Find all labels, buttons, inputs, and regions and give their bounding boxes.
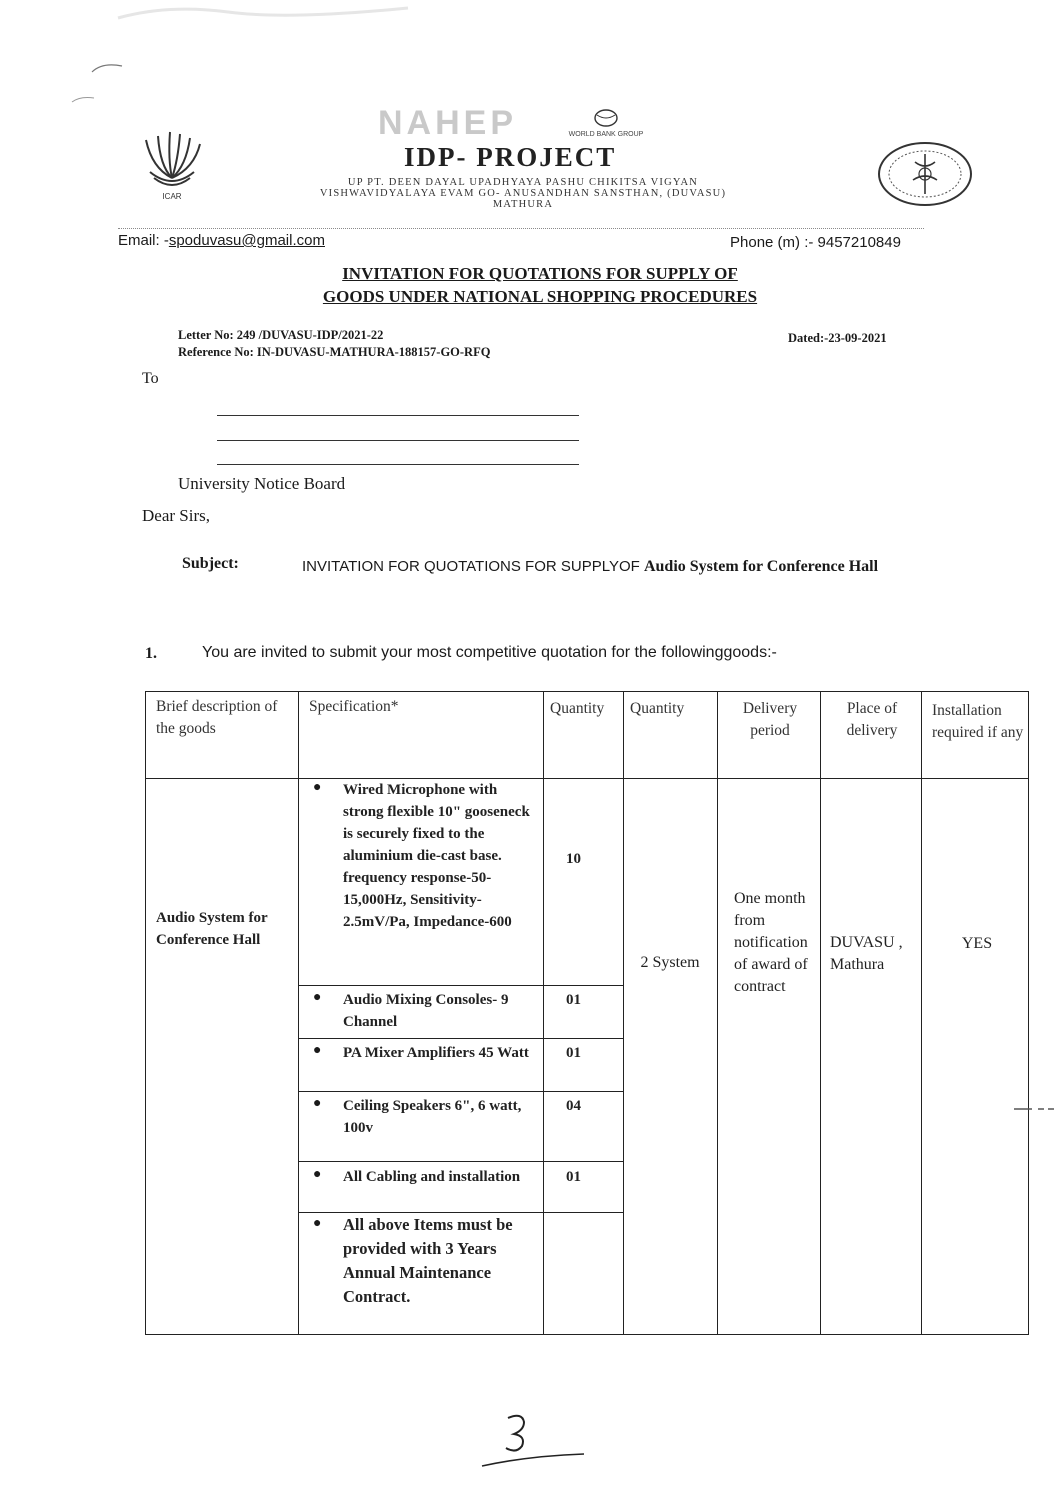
- item-qty: 01: [566, 1169, 581, 1185]
- column-divider: [820, 692, 821, 1334]
- title-line: INVITATION FOR QUOTATIONS FOR SUPPLY OF: [342, 264, 738, 283]
- bullet-icon: ●: [313, 1043, 322, 1058]
- institution-line: VISHWAVIDYALAYA EVAM GO- ANUSANDHAN SANSTHAN, (DUVASU): [319, 188, 727, 199]
- item-qty: 04: [566, 1098, 581, 1114]
- column-divider: [623, 692, 624, 1334]
- row-divider: [298, 1091, 623, 1092]
- column-divider: [921, 692, 922, 1334]
- item-spec: PA Mixer Amplifiers 45 Watt: [343, 1045, 529, 1061]
- paragraph-number: 1.: [145, 645, 157, 662]
- bullet-icon: ●: [313, 780, 322, 795]
- recipient: University Notice Board: [178, 474, 346, 493]
- reference-number: Reference No: IN-DUVASU-MATHURA-188157-GO-RFQ: [178, 345, 491, 359]
- project-title: IDP- PROJECT: [404, 142, 617, 172]
- scan-mark: [90, 60, 124, 78]
- institution-name: [258, 177, 788, 210]
- header-quantity: Quantity: [550, 700, 605, 717]
- header-installation: Installation required if any: [932, 702, 1024, 741]
- address-line: [217, 415, 579, 416]
- letter-date: Dated:-23-09-2021: [788, 331, 887, 345]
- item-spec: Audio Mixing Consoles- 9 Channel: [343, 992, 509, 1030]
- institution-line: UP PT. DEEN DAYAL UPADHYAYA PASHU CHIKITSA VIGYAN: [347, 177, 699, 188]
- subject-item: Audio System for Conference Hall: [643, 558, 879, 575]
- bullet-icon: ●: [313, 1096, 322, 1111]
- item-spec: Ceiling Speakers 6", 6 watt, 100v: [343, 1098, 522, 1136]
- row-divider: [298, 1161, 623, 1162]
- phone-number: Phone (m) :- 9457210849: [730, 234, 901, 251]
- row-divider: [298, 1038, 623, 1039]
- nahep-logo: NAHEP: [378, 104, 518, 142]
- subject-prefix: INVITATION FOR QUOTATIONS FOR SUPPLYOF: [302, 558, 644, 575]
- worldbank-label: WORLD BANK GROUP: [568, 131, 644, 138]
- bullet-icon: ●: [313, 1167, 322, 1182]
- goods-table: [145, 691, 1029, 1335]
- subject-label: Subject:: [182, 555, 239, 572]
- item-spec: All above Items must be provided with 3 Years Annual Maintenance Contract.: [343, 1215, 513, 1306]
- column-divider: [298, 692, 299, 1334]
- email-link[interactable]: spoduvasu@gmail.com: [168, 232, 325, 249]
- to-label: To: [142, 370, 159, 387]
- installation-required: YES: [961, 935, 993, 952]
- letter-number: Letter No: 249 /DUVASU-IDP/2021-22: [178, 328, 384, 342]
- bullet-icon: ●: [313, 1216, 322, 1231]
- bullet-icon: ●: [313, 990, 322, 1005]
- email-line: [118, 232, 325, 249]
- header-divider: [118, 228, 924, 229]
- paragraph-text: You are invited to submit your most competitive quotation for the followinggoods:-: [202, 644, 777, 661]
- item-qty: 01: [566, 992, 581, 1008]
- goods-name: Audio System for Conference Hall: [156, 910, 268, 948]
- place-of-delivery: DUVASU , Mathura: [830, 934, 903, 973]
- header-description: Brief description of the goods: [156, 698, 278, 737]
- item-qty: 10: [566, 851, 581, 867]
- header-quantity: Quantity: [630, 700, 685, 717]
- worldbank-logo: [556, 108, 656, 138]
- salutation: Dear Sirs,: [142, 506, 210, 525]
- scan-mark: [70, 92, 96, 106]
- address-line: [217, 440, 579, 441]
- institution-line: MATHURA: [492, 199, 554, 210]
- delivery-period: One month from notification of award of contract: [734, 890, 808, 995]
- svg-text:ICAR: ICAR: [162, 192, 182, 201]
- document-title: [200, 262, 880, 308]
- item-spec: Wired Microphone with strong flexible 10" gooseneck is securely fixed to the aluminium die-cast base. frequency response-50-15,000Hz, Sensitivity- 2.5mV/Pa, Impedance-600: [343, 782, 530, 930]
- icar-logo: [132, 128, 212, 203]
- header-specification: Specification*: [309, 698, 399, 715]
- header-place: Place of delivery: [846, 700, 898, 739]
- header-divider: [146, 778, 1028, 779]
- subject-text: [302, 556, 942, 578]
- item-qty: 01: [566, 1045, 581, 1061]
- item-spec: All Cabling and installation: [343, 1169, 521, 1185]
- title-line: GOODS UNDER NATIONAL SHOPPING PROCEDURES: [322, 287, 758, 306]
- scan-smudge: [108, 0, 428, 24]
- scan-mark: [1012, 1104, 1056, 1114]
- column-divider: [717, 692, 718, 1334]
- letter-references: [178, 327, 490, 361]
- total-quantity: 2 System: [640, 954, 700, 971]
- address-line: [217, 464, 579, 465]
- handwritten-signature: [478, 1410, 588, 1470]
- email-label: Email: -: [118, 232, 169, 249]
- duvasu-seal: [875, 140, 975, 208]
- header-delivery: Delivery period: [742, 700, 798, 739]
- column-divider: [543, 692, 544, 1334]
- row-divider: [298, 985, 623, 986]
- globe-icon: [593, 108, 619, 128]
